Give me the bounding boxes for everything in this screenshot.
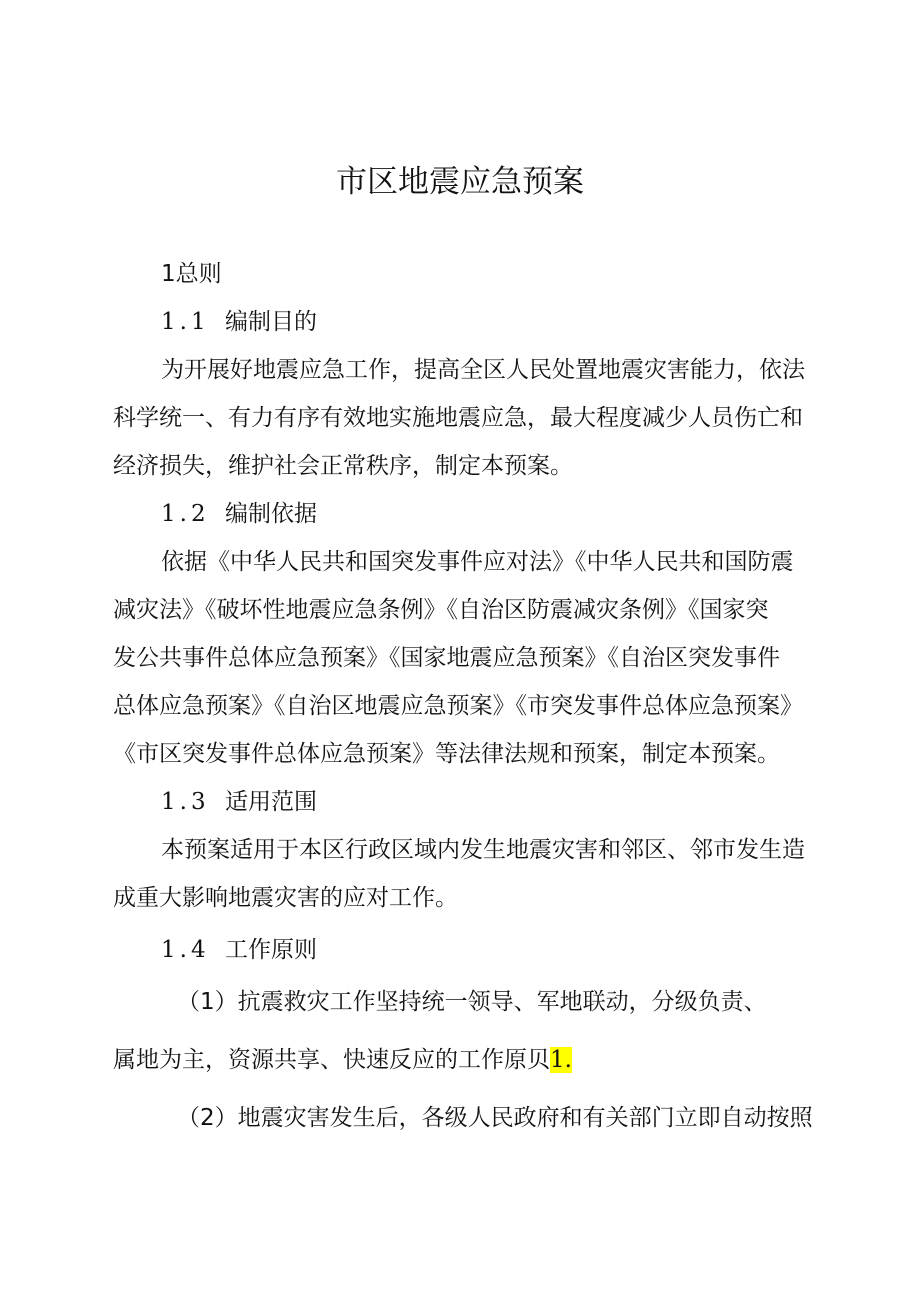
document-body (113, 250, 813, 1142)
highlighted-text: 1. (550, 1047, 572, 1073)
subsection-title: 工作原则 (225, 937, 317, 963)
paragraph-line: 成重大影响地震灾害的应对工作。 (113, 885, 458, 911)
subsection-heading-1-2 (113, 490, 813, 538)
subsection-number: 1.2 (161, 501, 210, 527)
paragraph-line: 科学统一、有力有序有效地实施地震应急，最大程度减少人员伤亡和 (113, 405, 803, 431)
paragraph-line: 减灾法》《破坏性地震应急条例》《自治区防震减灾条例》《国家突 (113, 597, 769, 623)
paragraph-line: 总体应急预案》《自治区地震应急预案》《市突发事件总体应急预案》 (113, 693, 803, 719)
subsection-number: 1.3 (161, 789, 210, 815)
subsection-title: 适用范围 (225, 789, 317, 815)
subsection-heading-1-4 (113, 926, 813, 974)
subsection-number: 1.1 (161, 309, 210, 335)
subsection-title: 编制目的 (225, 309, 317, 335)
list-item-line: （1）抗震救灾工作坚持统一领导、军地联动，分级负责、 (177, 989, 767, 1015)
subsection-number: 1.4 (161, 937, 210, 963)
paragraph-line: 本预案适用于本区行政区域内发生地震灾害和邻区、邻市发生造 (161, 837, 805, 863)
subsection-heading-1-3 (113, 778, 813, 826)
list-item-line (113, 1036, 813, 1084)
paragraph-line: 发公共事件总体应急预案》《国家地震应急预案》《自治区突发事件 (113, 645, 780, 671)
paragraph-line: 经济损失，维护社会正常秩序，制定本预案。 (113, 453, 573, 479)
list-item-text: 属地为主，资源共享、快速反应的工作原贝 (113, 1047, 550, 1073)
document-title: 市区地震应急预案 (336, 164, 584, 200)
paragraph-line: 依据《中华人民共和国突发事件应对法》《中华人民共和国防震 (161, 549, 794, 575)
paragraph-line: 为开展好地震应急工作，提高全区人民处置地震灾害能力，依法 (161, 357, 805, 383)
list-item-line: （2）地震灾害发生后，各级人民政府和有关部门立即自动按照 (177, 1105, 813, 1131)
section-heading-general: 1总则 (161, 261, 222, 287)
subsection-heading-1-1 (113, 298, 813, 346)
subsection-title: 编制依据 (225, 501, 317, 527)
paragraph-line: 《市区突发事件总体应急预案》等法律法规和预案，制定本预案。 (113, 741, 780, 767)
